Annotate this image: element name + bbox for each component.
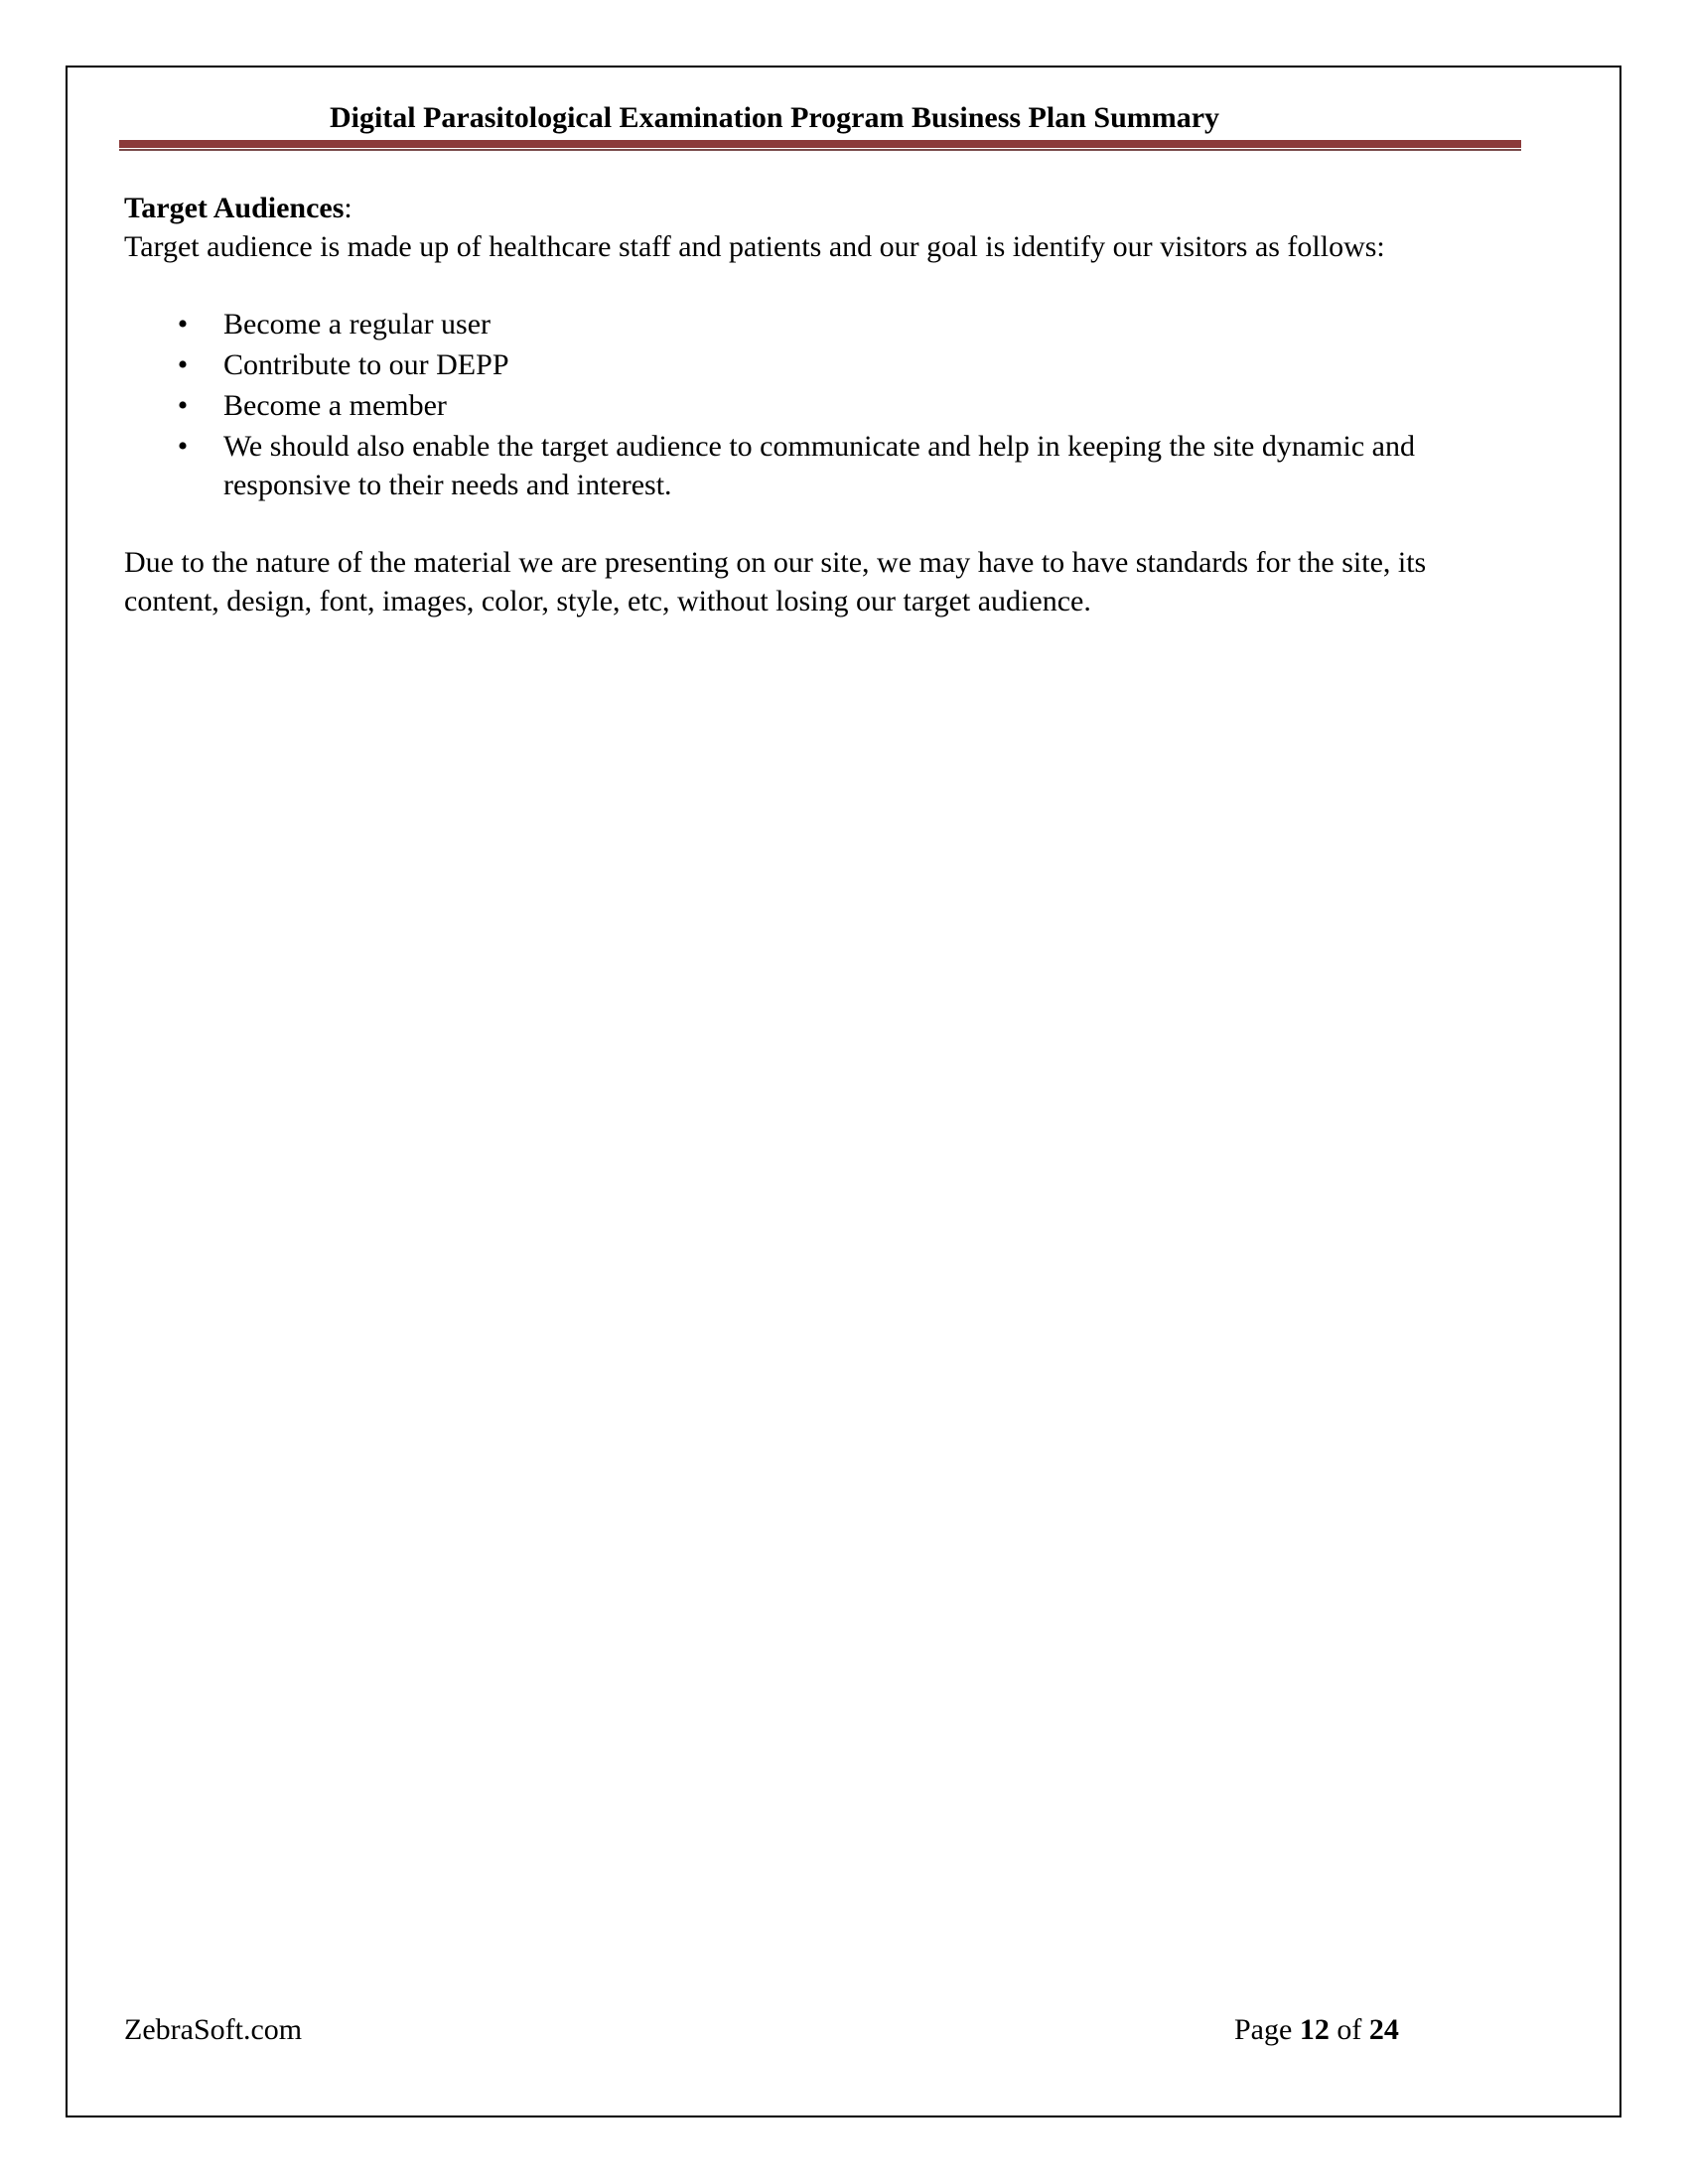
footer-page-indicator xyxy=(1234,2011,1399,2049)
audience-goals-list xyxy=(124,305,1514,504)
section-heading-text: Target Audiences xyxy=(124,192,345,224)
list-item-text: Contribute to our DEPP xyxy=(223,348,509,381)
list-item xyxy=(124,305,1514,343)
intro-paragraph: Target audience is made up of healthcare staff and patients and our goal is identify our visitors as follows: xyxy=(124,230,1385,263)
header-rule-thick xyxy=(119,140,1521,148)
header-rule-thin xyxy=(119,149,1521,151)
document-title: Digital Parasitological Examination Program Business Plan Summary xyxy=(329,101,1220,134)
section-heading xyxy=(124,189,1514,227)
section-heading-colon: : xyxy=(344,192,352,224)
footer-site: ZebraSoft.com xyxy=(124,2013,303,2046)
list-item xyxy=(124,427,1514,504)
closing-paragraph: Due to the nature of the material we are presenting on our site, we may have to have standards for the site, its content, design, font, images, color, style, etc, without losing our target audience. xyxy=(124,546,1427,617)
bullet-icon: • xyxy=(177,348,189,381)
page-total: 24 xyxy=(1368,2013,1399,2046)
bullet-icon: • xyxy=(177,308,189,341)
main-content xyxy=(124,189,1514,620)
list-item-text: Become a regular user xyxy=(223,308,492,341)
page-of: of xyxy=(1336,2013,1362,2046)
list-item-text: We should also enable the target audience to communicate and help in keeping the site dynamic and responsive to their needs and interest. xyxy=(223,430,1415,501)
bullet-icon: • xyxy=(177,389,189,422)
list-item xyxy=(124,345,1514,384)
list-item-text: Become a member xyxy=(223,389,447,422)
page-number: 12 xyxy=(1299,2013,1330,2046)
header-rule xyxy=(119,140,1521,152)
bullet-icon: • xyxy=(177,430,189,463)
list-item xyxy=(124,386,1514,425)
page-label: Page xyxy=(1234,2013,1293,2046)
